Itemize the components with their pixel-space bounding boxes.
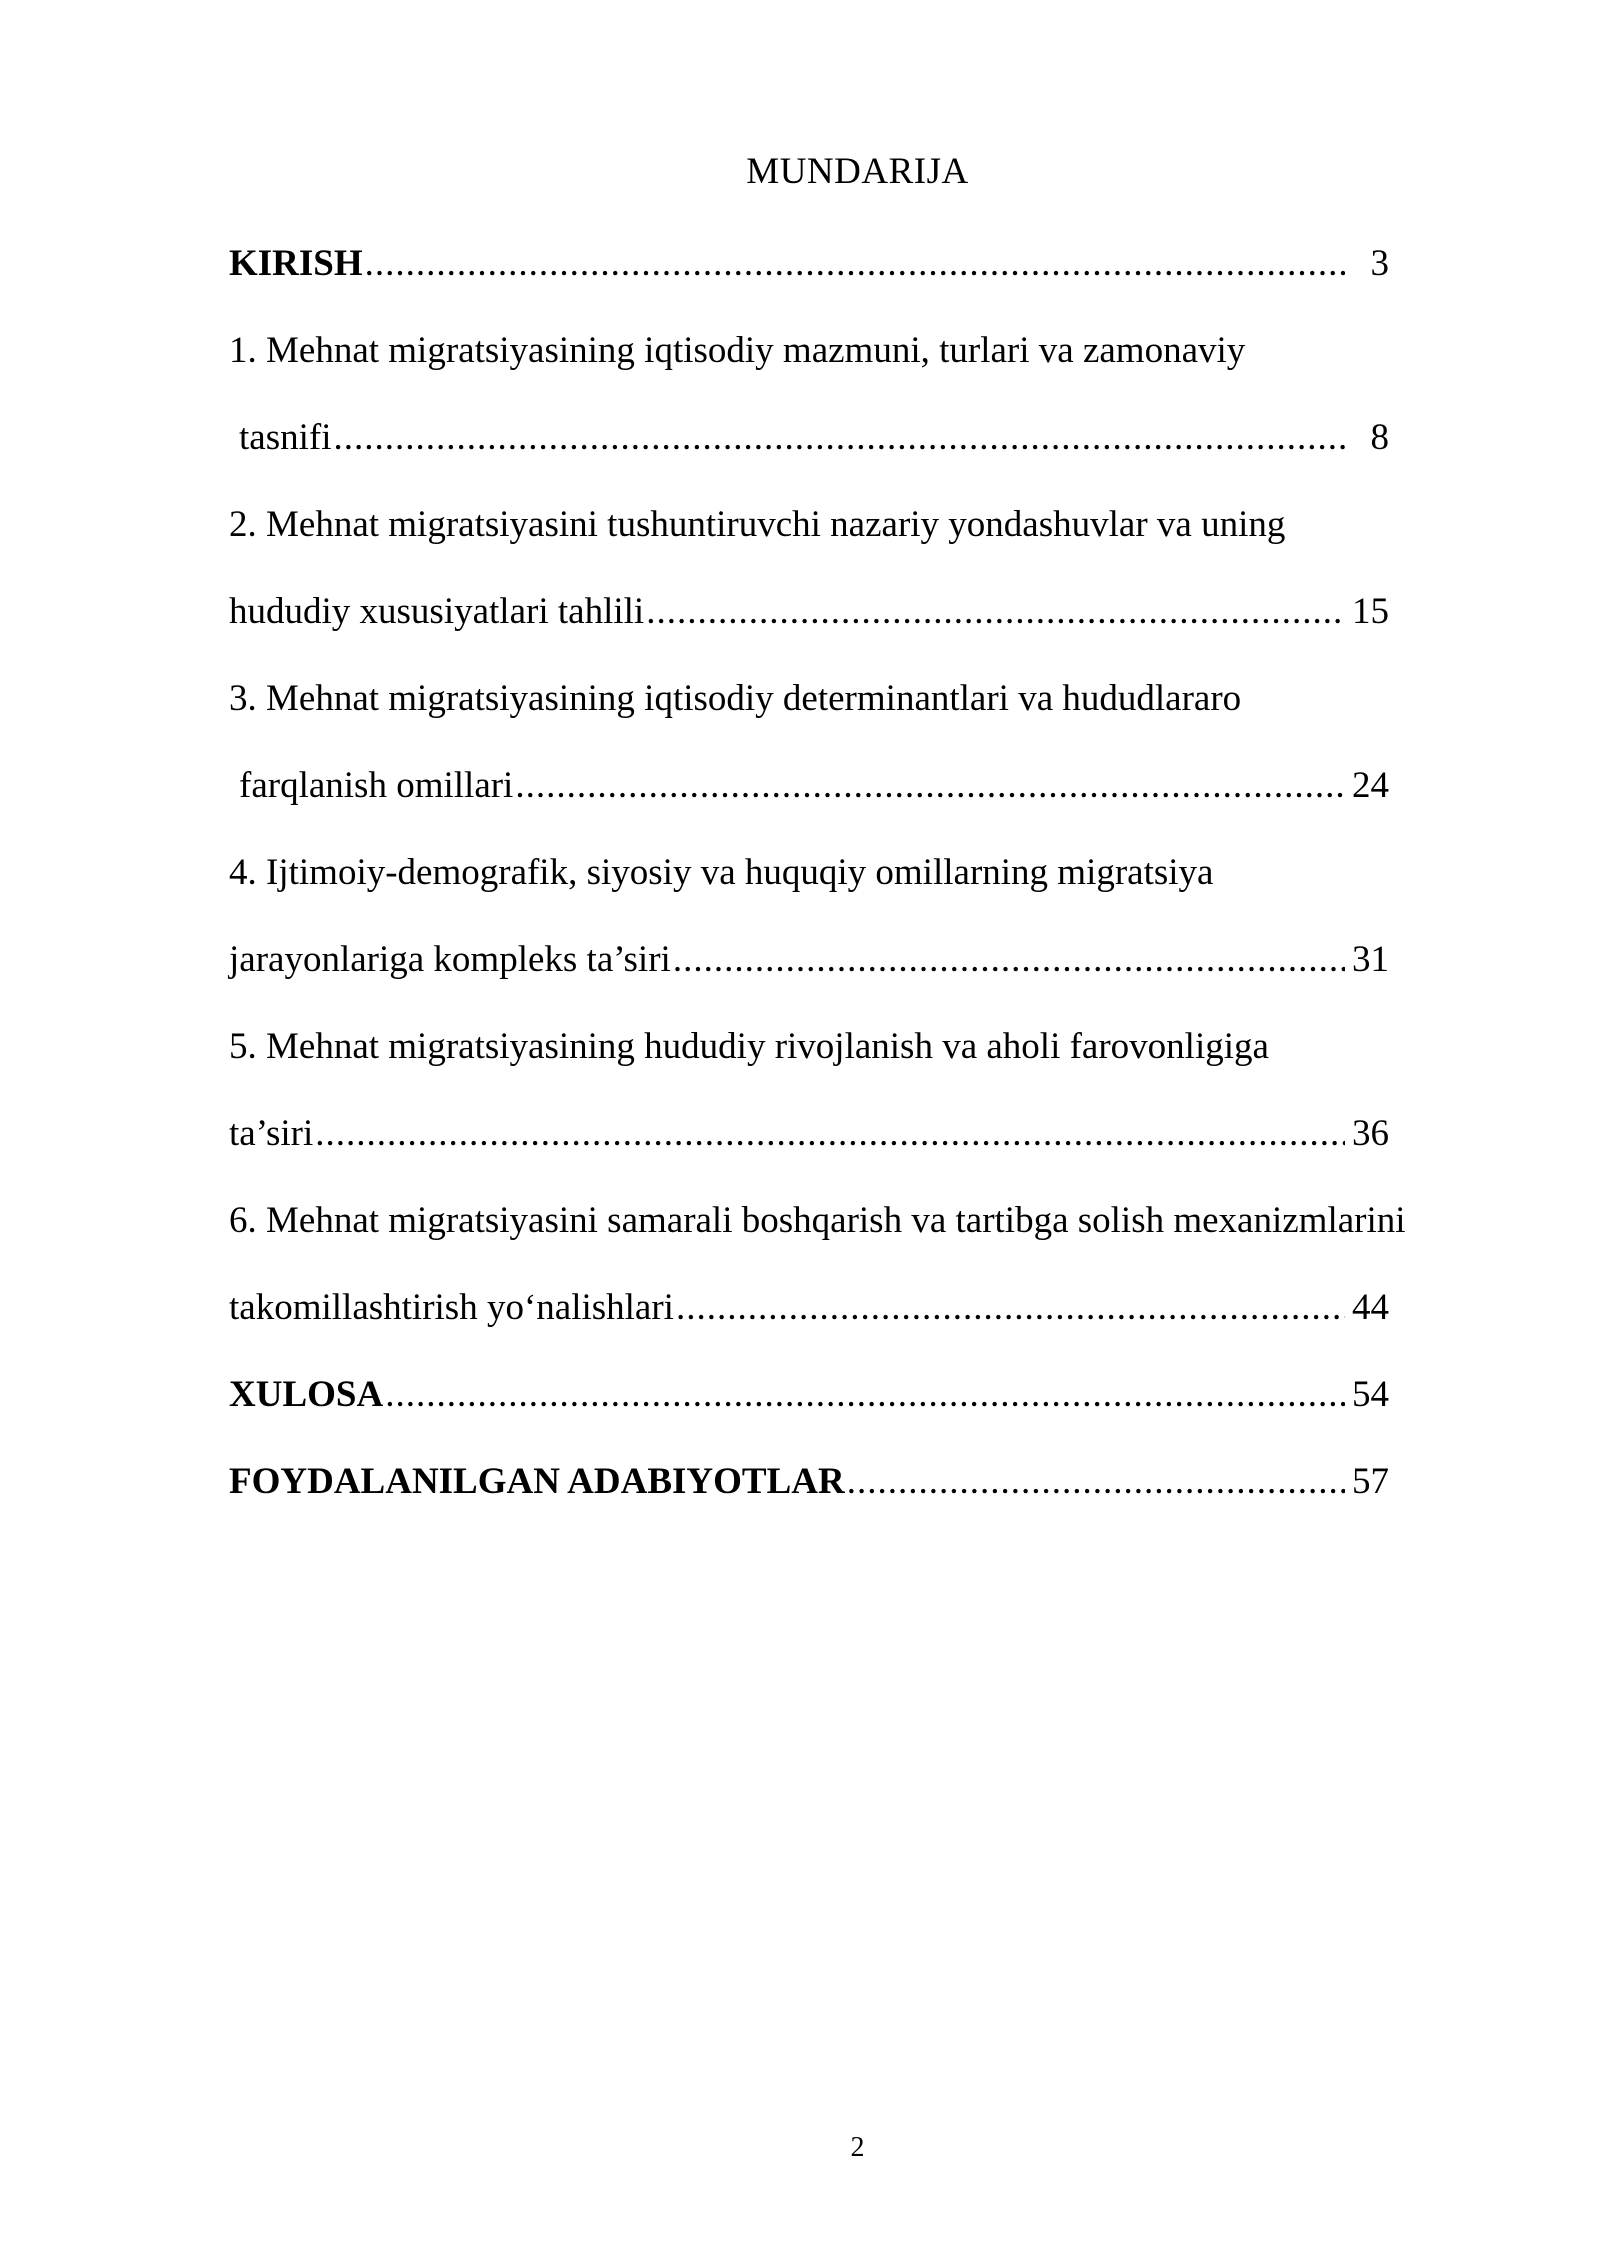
toc-entry-5-line2 xyxy=(229,1105,1389,1192)
toc-entry-title-cont: ta’siri xyxy=(229,1113,314,1154)
toc-entry-title: 5. Mehnat migratsiyasining hududiy rivojlanish va aholi farovonligiga xyxy=(229,1026,1269,1067)
table-of-contents xyxy=(229,235,1406,1540)
toc-page-number: 54 xyxy=(1352,1374,1389,1415)
dot-leader xyxy=(847,1453,1345,1511)
page-number: 2 xyxy=(850,2132,865,2163)
toc-entry-title-cont: farqlanish omillari xyxy=(239,765,514,806)
dot-leader xyxy=(646,583,1345,641)
dot-leader xyxy=(515,757,1345,815)
page-title: MUNDARIJA xyxy=(746,151,969,192)
toc-entry-title: XULOSA xyxy=(229,1374,384,1415)
toc-entry-title: 6. Mehnat migratsiyasini samarali boshqarish va tartibga solish mexanizmlarini xyxy=(229,1200,1406,1241)
toc-page-number: 36 xyxy=(1352,1113,1389,1154)
toc-page-number: 24 xyxy=(1352,765,1389,806)
toc-entry-title: 4. Ijtimoiy-demografik, siyosiy va huquqiy omillarning migratsiya xyxy=(229,852,1214,893)
toc-entry-kirish xyxy=(229,235,1389,322)
dot-leader xyxy=(385,1366,1345,1424)
toc-page-number: 15 xyxy=(1352,591,1389,632)
toc-entry-2-line2 xyxy=(229,583,1389,670)
toc-entry-title-cont: jarayonlariga kompleks ta’siri xyxy=(229,939,671,980)
dot-leader xyxy=(673,931,1345,989)
dot-leader xyxy=(315,1105,1345,1163)
toc-page-number: 3 xyxy=(1370,243,1389,284)
toc-entry-3-line2 xyxy=(229,757,1389,844)
toc-entry-title-cont: takomillashtirish yo‘nalishlari xyxy=(229,1287,674,1328)
toc-page-number: 57 xyxy=(1352,1461,1389,1502)
toc-entry-4-line1 xyxy=(229,844,1389,931)
toc-entry-1-line2 xyxy=(229,409,1389,496)
dot-leader xyxy=(333,409,1345,467)
toc-entry-title: FOYDALANILGAN ADABIYOTLAR xyxy=(229,1461,845,1502)
toc-entry-xulosa xyxy=(229,1366,1389,1453)
toc-entry-title: KIRISH xyxy=(229,243,363,284)
dot-leader xyxy=(676,1279,1345,1337)
toc-page-number: 31 xyxy=(1352,939,1389,980)
dot-leader xyxy=(365,235,1345,293)
toc-entry-4-line2 xyxy=(229,931,1389,1018)
toc-entry-adabiyotlar xyxy=(229,1453,1389,1540)
toc-entry-title: 1. Mehnat migratsiyasining iqtisodiy mazmuni, turlari va zamonaviy xyxy=(229,330,1246,371)
toc-entry-5-line1 xyxy=(229,1018,1389,1105)
toc-entry-6-line2 xyxy=(229,1279,1389,1366)
toc-page-number: 8 xyxy=(1370,417,1389,458)
toc-entry-2-line1 xyxy=(229,496,1389,583)
toc-entry-title: 3. Mehnat migratsiyasining iqtisodiy determinantlari va hududlararo xyxy=(229,678,1242,719)
toc-entry-3-line1 xyxy=(229,670,1389,757)
toc-entry-6-line1 xyxy=(229,1192,1406,1279)
toc-entry-title-cont: tasnifi xyxy=(239,417,332,458)
toc-entry-1-line1 xyxy=(229,322,1389,409)
toc-entry-title: 2. Mehnat migratsiyasini tushuntiruvchi nazariy yondashuvlar va uning xyxy=(229,504,1286,545)
toc-page-number: 44 xyxy=(1352,1287,1389,1328)
toc-entry-title-cont: hududiy xususiyatlari tahlili xyxy=(229,591,645,632)
